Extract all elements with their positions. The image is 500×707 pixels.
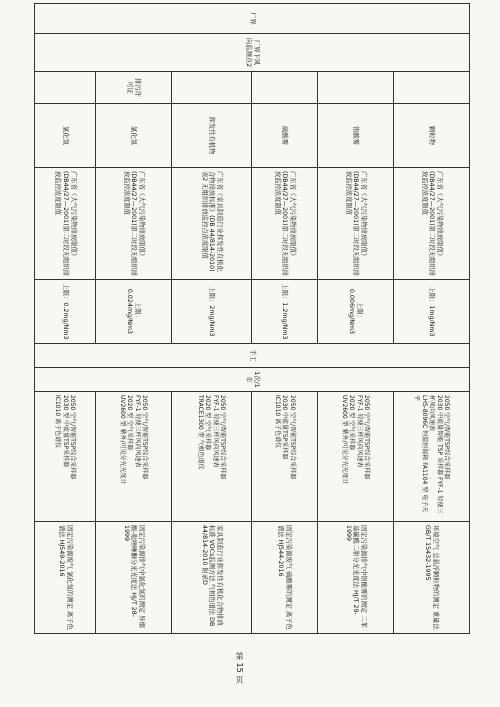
table-row xyxy=(172,4,252,634)
page-number-wrap xyxy=(229,652,245,692)
instrument-line: UV2600 型 紫外/可见分光光度计 xyxy=(341,395,348,485)
instrument-line: 2050 空气/智能TSP综合采样器 xyxy=(219,395,227,480)
tag-cell xyxy=(252,72,318,104)
instrument-line: 2050 空气/智能TSP综合采样器 xyxy=(288,395,296,480)
method-cell: 固定污染源排气中氯化氢的测定 异烟酸-吡唑啉酮分光光度法 HJ/T 28-1999 xyxy=(96,522,172,634)
method-cell: 环境空气 总悬浮颗粒物的测定 重量法 GB/T 15432-1995 xyxy=(394,522,470,634)
instruments-cell xyxy=(394,392,470,522)
table-row xyxy=(96,4,172,634)
instrument-line: 2030 中流量智能 TSP 采样器 FYF-1 轻便三杯风向风速表 xyxy=(428,395,443,514)
standard-cell: 广东省《大气污染物排放限值》(DB44/27—2001)第二时段无组织排放监控浓度限值 xyxy=(318,168,394,280)
instrument-line: UV2600 型 紫外/可见分光光度计 xyxy=(119,395,126,485)
limit-cell: 上限：2mg/Nm3 xyxy=(172,280,252,344)
method-cell: 家具制造行业挥发性有机化合物排放标准 VOCs监测方法 气相色谱法 DB 44/814-2010 附录D xyxy=(172,522,252,634)
instrument-line: TRACE1300 型 气相色谱仪 xyxy=(197,395,204,470)
instrument-line: 2050 空气/智能TSP综合采样器 xyxy=(141,395,149,480)
item-cell: 氯化氢 xyxy=(35,104,96,168)
instrument-line: IC1010 离子色谱仪 xyxy=(54,395,62,449)
instrument-line: 2050 空气/智能TSP综合采样器 xyxy=(443,395,451,480)
rotated-table-container xyxy=(35,3,470,633)
tag-cell xyxy=(35,72,96,104)
instrument-line: 2030 中流量TSP采样器 xyxy=(281,395,289,460)
times-cell: 1次/1年 xyxy=(35,368,470,392)
item-cell: 硫酸雾 xyxy=(252,104,318,168)
instruments-cell xyxy=(172,392,252,522)
method-cell: 固定污染源废气 硫酸雾的测定 离子色谱法 HJ544-2016 xyxy=(252,522,318,634)
instruments-cell xyxy=(96,392,172,522)
instruments-cell xyxy=(35,392,96,522)
instrument-line: 2020 型 空气采样器 xyxy=(348,395,356,451)
instrument-line: 2050 空气/智能TSP综合采样器 xyxy=(363,395,371,480)
limit-cell: 上限：1.2mg/Nm3 xyxy=(252,280,318,344)
standard-cell: 广东省《大气污染物排放限值》(DB44/27—2001)第二时段无组织排放监控浓度限值 xyxy=(252,168,318,280)
subgroup-cell: 厂界下风向监测点2 xyxy=(35,34,470,72)
monitoring-table xyxy=(34,3,470,634)
standard-cell: 广东省《大气污染物排放限值》(DB44/27—2001)第二时段无组织排放监控浓度限值 xyxy=(394,168,470,280)
instruments-cell xyxy=(252,392,318,522)
table-row xyxy=(252,4,318,634)
limit-cell: 上限：0.2mg/Nm3 xyxy=(35,280,96,344)
tag-cell xyxy=(394,72,470,104)
limit-cell: 上限：0.006mg/Nm3 xyxy=(318,280,394,344)
limit-cell: 上限：0.024mg/Nm3 xyxy=(96,280,172,344)
tag-cell xyxy=(172,72,252,104)
method-cell: 固定污染源排气中铬酸雾的测定 二苯基碳酰二肼分光光度法 HJ/T 29-1999 xyxy=(318,522,394,634)
instruments-cell xyxy=(318,392,394,522)
standard-cell: 广东省《大气污染物排放限值》(DB44/27—2001)第二时段无组织排放监控浓度限值 xyxy=(35,168,96,280)
instrument-line: FYF-1 轻便三杯风向风速表 xyxy=(356,395,363,468)
standard-cell: 广东省《大气污染物排放限值》(DB44/27—2001)第二时段无组织排放监控浓度限值 xyxy=(96,168,172,280)
item-cell: 氯化氢 xyxy=(96,104,172,168)
table-row xyxy=(35,4,96,634)
instrument-line: FYF-1 轻便三杯风向风速表 xyxy=(134,395,141,468)
instrument-line: 2030 型 中流量TSP采样器 xyxy=(61,395,69,468)
instrument-line: 2020 型 空气采样器 xyxy=(204,395,212,451)
group-cell: 厂界 xyxy=(35,4,470,34)
item-cell: 颗粒物 xyxy=(394,104,470,168)
frequency-cell: 手工 xyxy=(35,344,470,368)
table-row xyxy=(318,4,394,634)
table-row xyxy=(394,4,470,634)
tag-cell xyxy=(318,72,394,104)
item-cell: 铬酸雾 xyxy=(318,104,394,168)
page-number: 第 15 页 xyxy=(235,652,244,684)
instrument-line: FYF-1 轻便三杯风向风速表 xyxy=(212,395,219,468)
standard-cell: 广东省《家具制造行业挥发性有机化合物排放标准》(DB 44/814-2010)表2 无组织排放监控点浓度限值 xyxy=(172,168,252,280)
tag-cell: 排污许可证 xyxy=(96,72,172,104)
instrument-line: 2050 空气/智能TSP综合采样器 xyxy=(69,395,77,480)
item-cell: 挥发性有机物 xyxy=(172,104,252,168)
instrument-line: IC1010 离子色谱仪 xyxy=(273,395,281,449)
instrument-line: 2020 型 空气采样器 xyxy=(126,395,134,451)
method-cell: 固定污染源废气 氯化氢的测定 离子色谱法 HJ549-2016 xyxy=(35,522,96,634)
limit-cell: 上限：1mg/Nm3 xyxy=(394,280,470,344)
instrument-line: LHS-8096C 恒温恒湿箱 FA1104 型 电子天平 xyxy=(413,395,428,513)
